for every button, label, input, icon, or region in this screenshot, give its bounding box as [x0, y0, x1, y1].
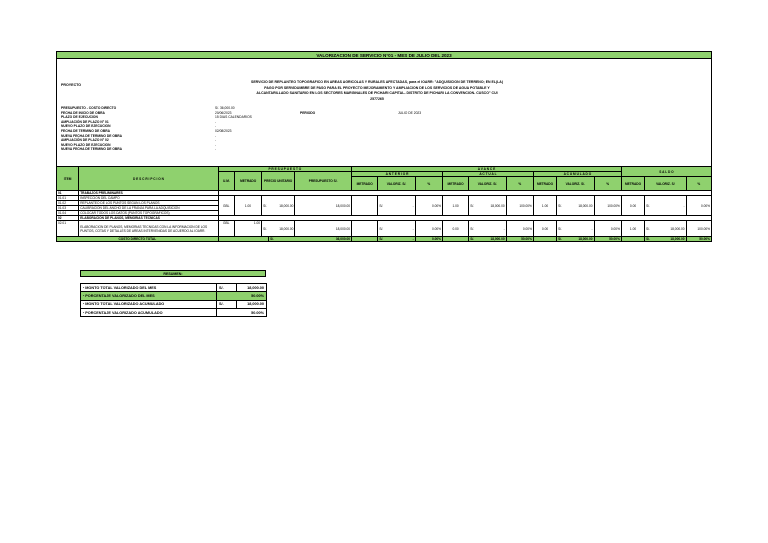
info-value: 15 DIAS CALENDARIOS — [215, 115, 252, 120]
item-desc: ELABORACION DE PLANOS, MEMORIAS TECNICAS — [79, 216, 218, 221]
info-value: - — [215, 124, 217, 129]
info-value: - — [215, 142, 217, 147]
resumen-title: RESUMEN: — [80, 270, 266, 277]
group-avance: A V A N C E — [352, 167, 622, 172]
group-presupuesto: P R E S U P U E S T O — [218, 167, 351, 172]
ant-valor: - — [385, 221, 415, 237]
sal-pct: 0.00% — [686, 196, 711, 216]
col-ant-valor: VALORIZ. S/. — [378, 177, 415, 191]
item-code: 02 — [57, 216, 79, 221]
currency: S/. — [470, 237, 475, 241]
periodo-label: PERIODO — [300, 110, 316, 115]
total-row — [57, 237, 712, 242]
item-desc: ELABORACION DE PLANOS, MEMORIAS TECNICAS CON LA INFORMACION DE LOS PUNTOS, COTAS Y DETALLES DE AREAS INTERVENIDAS DE ACUERDO AL IOARR. — [79, 221, 218, 237]
metrado-cell: 1.00 — [234, 221, 261, 237]
col-sal-pct: % — [686, 177, 711, 191]
currency: S/. — [270, 237, 275, 241]
col-act-valor: VALORIZ. S/. — [469, 177, 506, 191]
resumen-row — [81, 300, 267, 308]
acu-metrado: 1.00 — [533, 196, 556, 216]
note-marker-icon: * — [83, 293, 85, 298]
total-presupuesto: S/. 36,000.00 — [270, 237, 351, 241]
resumen-value: 50.00% — [217, 308, 267, 316]
currency: S/. — [557, 221, 564, 237]
item-desc: CALIBRACION DEL ANCHO DE LA FRANJA PARA LA ADQUISICION — [79, 206, 218, 211]
col-item: ITEM — [57, 167, 79, 191]
total-act-pct: 50.00% — [506, 237, 533, 242]
resumen-value: 50.00% — [217, 292, 267, 300]
info-value: - — [215, 138, 217, 143]
total-sal-valor: 18,000.00 — [652, 237, 686, 242]
acu-valor: - — [564, 221, 594, 237]
sal-valor: 18,000.00 — [652, 221, 686, 237]
item-desc: REPLANTEO DE LOS PUNTOS SEGUN LOS PLANOS — [79, 201, 218, 206]
ant-metrado — [352, 221, 378, 237]
ant-metrado — [352, 196, 378, 216]
periodo-value: JULIO DE 2023 — [398, 110, 422, 115]
resumen-row — [81, 292, 267, 300]
info-value: - — [215, 119, 217, 124]
note-marker-icon: * — [83, 302, 85, 307]
presupuesto-cell: 18,000.00 — [295, 196, 352, 216]
sal-pct: 100.00% — [686, 221, 711, 237]
col-precio: PRECIO UNITARIO — [262, 172, 295, 190]
resumen-label: * MONTO TOTAL VALORIZADO DEL MES — [81, 284, 217, 292]
info-label: NUEVO PLAZO DE EJECUCION — [61, 142, 111, 147]
info-label: AMPLIACIÓN DE PLAZO N° 02 — [61, 138, 109, 143]
col-acu-valor: VALORIZ. S/. — [557, 177, 594, 191]
col-act-pct: % — [506, 177, 533, 191]
currency: S/. — [262, 196, 269, 216]
presupuesto-cell: 18,000.00 — [295, 221, 352, 237]
resumen-currency: S/. — [217, 284, 237, 292]
col-um: U.M. — [219, 172, 235, 190]
col-acu-metrado: METRADO — [533, 177, 556, 191]
resumen-row — [81, 308, 267, 316]
col-act-metrado: METRADO — [442, 177, 468, 191]
currency: S/. — [378, 221, 385, 237]
total-sal-pct: 50.00% — [686, 237, 711, 242]
info-label: NUEVO PLAZO DE EJECUCION — [61, 124, 111, 129]
info-label: FECHA DE TERMINO DE OBRA — [61, 128, 110, 133]
info-label: NUEVA FECHA DE TERMINO DE OBRA — [61, 133, 123, 138]
resumen-row — [81, 284, 267, 292]
currency: S/. — [469, 196, 476, 216]
acu-metrado: 0.00 — [533, 221, 556, 237]
col-descripcion: D E S C R I P C I O N — [79, 167, 218, 191]
info-value: 02/08/2023 — [215, 128, 232, 133]
currency: S/. — [379, 237, 384, 241]
project-label: PROYECTO — [61, 83, 82, 87]
resumen-value: 18,000.00 — [237, 284, 267, 292]
ant-pct: 0.00% — [415, 221, 442, 237]
info-value: 20/06/2023 — [215, 110, 232, 115]
precio-cell: 18,000.00 — [269, 196, 295, 216]
total-label: COSTO DIRECTO TOTAL — [57, 237, 219, 242]
table-row — [57, 221, 712, 237]
col-sal-valor: VALORIZ. S/ — [645, 177, 686, 191]
currency: S/. — [645, 196, 652, 216]
total-acu-valor: 18,000.00 — [564, 237, 594, 242]
precio-cell: 18,000.00 — [269, 221, 295, 237]
info-labels — [61, 106, 122, 152]
item-code: 01.02 — [57, 201, 79, 206]
item-desc: TRABAJOS PRELIMINARES — [79, 191, 218, 196]
currency: S/. — [645, 221, 652, 237]
currency: S/. — [557, 196, 564, 216]
currency: S/. — [262, 221, 269, 237]
total-ant-pct: 0.00% — [415, 237, 442, 242]
project-section — [56, 59, 712, 99]
valuation-sheet — [56, 51, 712, 242]
sal-metrado: 1.00 — [621, 221, 644, 237]
col-ant-pct: % — [415, 177, 442, 191]
currency: S/. — [646, 237, 651, 241]
col-presupuesto: PRESUPUESTO S/. — [308, 179, 338, 183]
resumen-label: * PORCENTAJE VALORIZADO ACUMULADO — [81, 308, 217, 316]
col-sal-metrado: METRADO — [621, 177, 644, 191]
col-ant-metrado: METRADO — [352, 177, 378, 191]
info-label: FECHA DE INICIO DE OBRA — [61, 110, 105, 115]
info-label: NUEVA FECHA DE TERMINO DE OBRA — [61, 147, 123, 152]
group-acumulado: A C U M U L A D O — [533, 172, 621, 177]
total-ant-valor: - — [385, 237, 415, 242]
group-anterior: A N T E R I O R — [352, 172, 443, 177]
item-code: 01 — [57, 191, 79, 196]
project-line: ALCANTARILLADO SANITARIO EN LOS SECTORES MARGINALES DE PICHARI CAPITAL- DISTRITO DE PICHARI LA CONVENCION- CUSCO" CUI — [256, 91, 498, 96]
act-valor: 18,000.00 — [476, 196, 506, 216]
info-value: - — [215, 133, 217, 138]
note-marker-icon: * — [83, 310, 85, 315]
sheet-title: VALORIZACION DE SERVICIO N°01 - MES DE JULIO DEL 2023 — [56, 51, 712, 59]
total-acu-pct: 50.00% — [594, 237, 621, 242]
group-actual: A C T U A L — [442, 172, 533, 177]
um-cell: GBL — [218, 196, 234, 216]
metrado-cell: 1.00 — [234, 196, 261, 216]
resumen-label: * PORCENTAJE VALORIZADO DEL MES — [81, 292, 217, 300]
act-metrado: 0.00 — [442, 221, 468, 237]
item-code: 01.03 — [57, 206, 79, 211]
um-cell: GBL — [218, 221, 234, 237]
acu-valor: 18,000.00 — [564, 196, 594, 216]
act-valor: - — [476, 221, 506, 237]
item-code: 02.01 — [57, 221, 79, 237]
currency: S/. — [558, 237, 563, 241]
col-metrado: METRADO — [235, 172, 262, 190]
resumen-table — [80, 283, 267, 317]
info-values — [215, 106, 252, 152]
project-line: PAGO POR SERVIDUMBRE DE PASO PARA EL PROYECTO MEJORAMIENTO Y AMPLIACION DE LOS SERVICIOS DE AGUA POTABLE Y — [264, 85, 490, 90]
sal-valor: - — [652, 196, 686, 216]
ant-valor: - — [385, 196, 415, 216]
act-metrado: 1.00 — [442, 196, 468, 216]
info-label: PLAZO DE EJECUCION — [61, 115, 98, 120]
resumen-currency: S/. — [217, 300, 237, 308]
info-label: AMPLIACIÓN DE PLAZO N° 01 — [61, 119, 109, 124]
item-desc: COLOCAR TODOS LOS DATOS (PUNTOS TOPOGRAFICOS) — [79, 211, 218, 216]
resumen-label: * MONTO TOTAL VALORIZADO ACUMULADO — [81, 300, 217, 308]
item-desc: INSPECCION DEL CAMPO — [79, 196, 218, 201]
col-acu-pct: % — [594, 177, 621, 191]
group-saldo: S A L D O — [621, 167, 711, 177]
sal-metrado: 0.00 — [621, 196, 644, 216]
project-line: 2577265 — [370, 96, 384, 101]
valuation-table — [56, 166, 712, 242]
item-code: 01.01 — [57, 196, 79, 201]
currency: S/. — [469, 221, 476, 237]
presupuesto-subheader — [219, 172, 351, 190]
project-line: SERVICIO DE REPLANTEO TOPOGRAFICO EN AREAS AGRICOLAS Y RURALES AFECTADAS, para el IOARR: "ADQUISICION DE TERRENO; EN EL(LA) — [251, 80, 503, 84]
note-marker-icon: * — [83, 285, 85, 290]
act-pct: 0.00% — [506, 221, 533, 237]
total-act-valor: 18,000.00 — [476, 237, 506, 242]
acu-pct: 100.00% — [594, 196, 621, 216]
act-pct: 100.00% — [506, 196, 533, 216]
item-code: 01.04 — [57, 211, 79, 216]
ant-pct: 0.00% — [415, 196, 442, 216]
info-label: PRESUPUESTO - COSTO DIRECTO — [61, 106, 117, 110]
info-value: S/. 36,000.00 — [215, 106, 235, 110]
info-value: - — [215, 147, 217, 152]
currency: S/. — [378, 196, 385, 216]
resumen-value: 18,000.00 — [237, 300, 267, 308]
acu-pct: 0.00% — [594, 221, 621, 237]
